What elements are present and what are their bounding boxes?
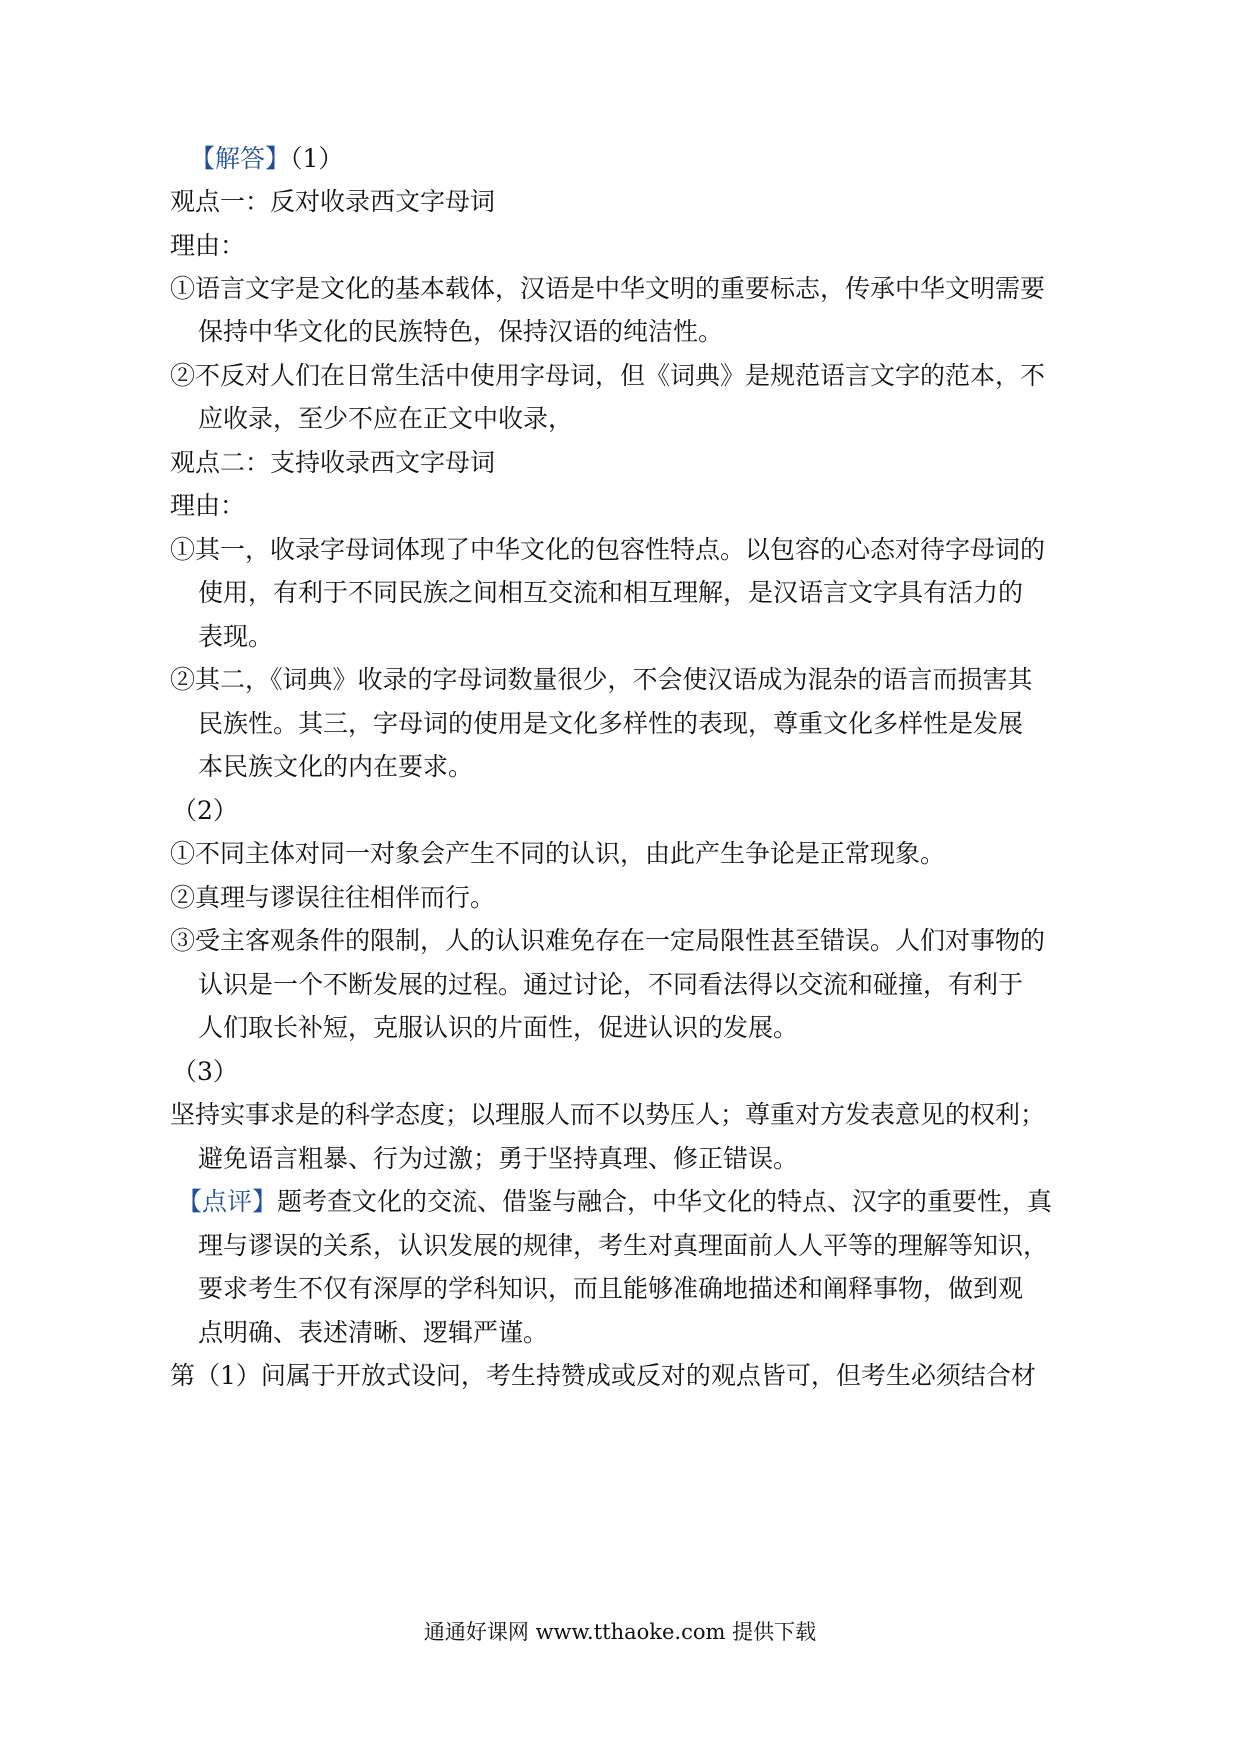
comment-tag: 【点评】 xyxy=(177,1187,278,1216)
part2-item3-line3: 人们取长补短，克服认识的片面性，促进认识的发展。 xyxy=(198,1013,799,1042)
part2-item3-line1: ③受主客观条件的限制，人的认识难免存在一定局限性甚至错误。人们对事物的 xyxy=(170,926,1046,955)
part2-item3-line2: 认识是一个不断发展的过程。通过讨论，不同看法得以交流和碰撞，有利于 xyxy=(198,970,1024,999)
comment-line2: 理与谬误的关系，认识发展的规律，考生对真理面前人人平等的理解等知识， xyxy=(198,1231,1049,1260)
comment-line1-text: 题考查文化的交流、借鉴与融合，中华文化的特点、汉字的重要性，真 xyxy=(277,1187,1053,1216)
view2-heading: 观点二：支持收录西文字母词 xyxy=(170,448,496,477)
part2-label: （2） xyxy=(172,796,238,825)
answer-tag: 【解答】 xyxy=(190,144,291,173)
view1-item1-line2: 保持中华文化的民族特色，保持汉语的纯洁性。 xyxy=(198,317,724,346)
view2-item2-line2: 民族性。其三，字母词的使用是文化多样性的表现，尊重文化多样性是发展 xyxy=(198,709,1024,738)
view2-item1-line1: ①其一，收录字母词体现了中华文化的包容性特点。以包容的心态对待字母词的 xyxy=(170,535,1046,564)
part3-label: （3） xyxy=(172,1057,238,1086)
comment-line4: 点明确、表述清晰、逻辑严谨。 xyxy=(198,1318,549,1347)
comment-line5: 第（1）问属于开放式设问，考生持赞成或反对的观点皆可，但考生必须结合材 xyxy=(170,1361,1036,1390)
part1-label: （1） xyxy=(290,144,344,173)
view2-item2-line1: ②其二，《词典》收录的字母词数量很少，不会使汉语成为混杂的语言而损害其 xyxy=(170,665,1033,694)
view1-reason-label: 理由： xyxy=(170,231,246,260)
comment-line1 xyxy=(177,1186,1057,1218)
view2-item1-line2: 使用，有利于不同民族之间相互交流和相互理解，是汉语言文字具有活力的 xyxy=(198,578,1024,607)
view2-item2-line3: 本民族文化的内在要求。 xyxy=(198,752,474,781)
view1-item2-line1: ②不反对人们在日常生活中使用字母词，但《词典》是规范语言文字的范本，不 xyxy=(170,361,1046,390)
view1-item1-line1: ①语言文字是文化的基本载体，汉语是中华文明的重要标志，传承中华文明需要 xyxy=(170,274,1046,303)
part2-item1: ①不同主体对同一对象会产生不同的认识，由此产生争论是正常现象。 xyxy=(170,839,946,868)
view2-reason-label: 理由： xyxy=(170,491,246,520)
part3-line2: 避免语言粗暴、行为过激；勇于坚持真理、修正错误。 xyxy=(198,1144,799,1173)
view2-item1-line3: 表现。 xyxy=(198,622,274,651)
comment-line3: 要求考生不仅有深厚的学科知识，而且能够准确地描述和阐释事物，做到观 xyxy=(198,1274,1024,1303)
part2-item2: ②真理与谬误往往相伴而行。 xyxy=(170,883,496,912)
view1-heading: 观点一：反对收录西文字母词 xyxy=(170,187,496,216)
answer-header xyxy=(190,143,1070,175)
page-footer: 通通好课网 www.tthaoke.com 提供下载 xyxy=(423,1620,817,1644)
part3-line1: 坚持实事求是的科学态度；以理服人而不以势压人；尊重对方发表意见的权利； xyxy=(170,1100,1046,1129)
view1-item2-line2: 应收录，至少不应在正文中收录， xyxy=(198,404,574,433)
